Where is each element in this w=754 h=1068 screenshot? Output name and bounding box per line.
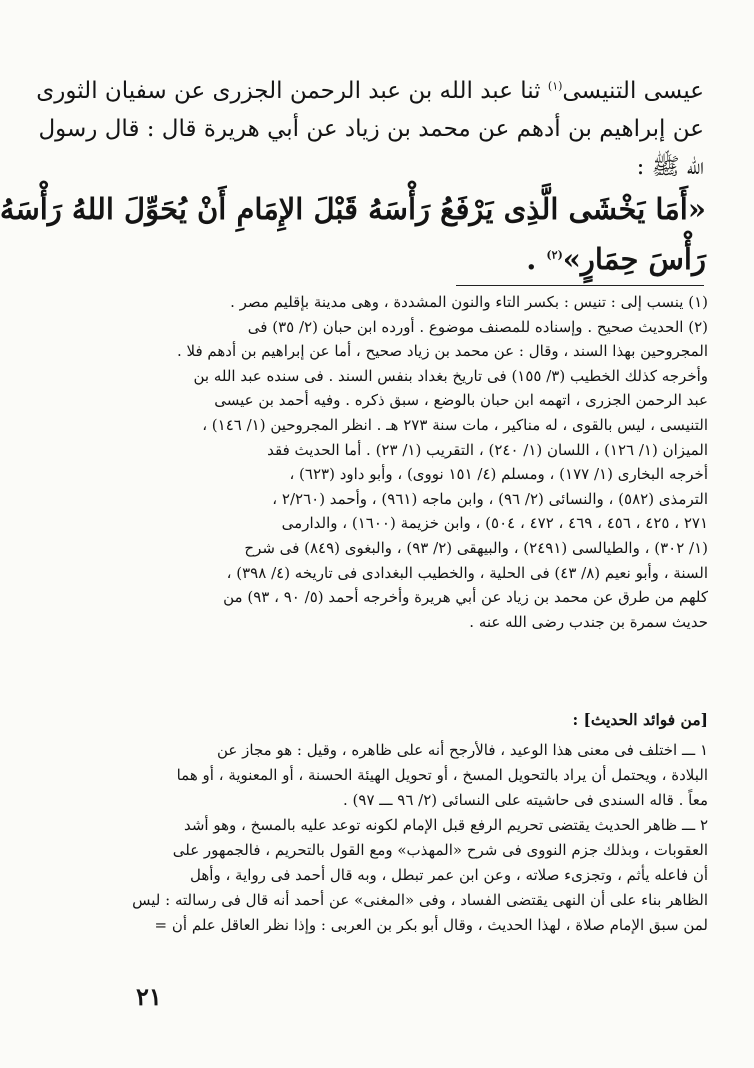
- footnote-line: وأخرجه كذلك الخطيب (٣/ ١٥٥) فى تاريخ بغداد بنفس السند . فى سنده عبد الله بن: [193, 366, 708, 385]
- isnad-line: [36, 72, 704, 110]
- benefit-line: العقوبات ، وبذلك جزم النووى فى شرح «المهذب» ومع القول بالتحريم ، فالجمهور على: [172, 841, 708, 859]
- isnad-line: الله ﷺ :: [636, 154, 704, 180]
- benefit-line: ٢ ـــ ظاهر الحديث يقتضى تحريم الرفع قبل الإمام لكونه توعد عليه بالمسخ ، وهو أشد: [183, 816, 708, 834]
- footnote-line: عبد الرحمن الجزرى ، اتهمه ابن حبان بالوضع ، سبق ذكره . وفيه أحمد بن عيسى: [214, 391, 708, 410]
- footnote-line: كلهم من طرق عن محمد بن زياد عن أبي هريرة وأخرجه أحمد (٥/ ٩٠ ، ٩٣) من: [223, 588, 708, 607]
- benefit-line: البلادة ، ويحتمل أن يراد بالتحويل المسخ ، أو تحويل الهيئة الحسنة ، أو المعنوية ، أو هما: [176, 766, 708, 784]
- footnote-separator: [456, 285, 704, 286]
- benefit-line: معاً . قاله السندى فى حاشيته على النسائى (٢/ ٩٦ ـــ ٩٧) .: [343, 791, 708, 809]
- benefit-line: أن فاعله يأثم ، وتجزىء صلاته ، وعن ابن عمر تبطل ، وبه قال أحمد فى رواية ، وأهل: [190, 866, 708, 884]
- hadith-line: [122, 234, 706, 284]
- benefits-heading: [من فوائد الحديث] :: [572, 710, 708, 729]
- footnotes: [122, 290, 708, 634]
- footnote-line: أخرجه البخارى (١/ ١٧٧) ، ومسلم (٤/ ١٥١ نووى) ، وأبو داود (٦٢٣) ،: [289, 465, 708, 484]
- footnote-line: ٢٧١ ، ٤٢٥ ، ٤٥٦ ، ٤٦٩ ، ٤٧٢ ، ٥٠٤) ، وابن خزيمة (١٦٠٠) ، والدارمى: [281, 514, 708, 533]
- footnote-line: (١/ ٣٠٢) ، والطيالسى (٢٤٩١) ، والبيهقى (٢/ ٩٣) ، والبغوى (٨٤٩) فى شرح: [244, 538, 708, 557]
- footnote-marker: (١): [547, 79, 563, 93]
- footnote-marker: (٢): [546, 248, 563, 262]
- isnad-narrator: عيسى التنيسى: [562, 78, 704, 104]
- hadith-text: [0, 184, 706, 284]
- page-number: ٢١: [136, 982, 162, 1011]
- footnote-line: السنة ، وأبو نعيم (٨/ ٤٣) فى الحلية ، والخطيب البغدادى فى تاريخه (٤/ ٣٩٨) ،: [226, 563, 708, 582]
- footnote-line: التنيسى ، ليس بالقوى ، له مناكير ، مات سنة ٢٧٣ هـ . انظر المجروحين (١/ ١٤٦) ،: [202, 415, 708, 434]
- benefit-line: لمن سبق الإمام صلاة ، لهذا الحديث ، وقال أبو بكر بن العربى : وإذا نظر العاقل علم أن =: [154, 916, 708, 934]
- footnote-line: الترمذى (٥٨٢) ، والنسائى (٢/ ٩٦) ، وابن ماجه (٩٦١) ، وأحمد (٢/٢٦٠ ،: [272, 489, 708, 508]
- footnote-line: حديث سمرة بن جندب رضى الله عنه .: [469, 612, 708, 631]
- footnote-line: (١) ينسب إلى : تنيس : بكسر التاء والنون المشددة ، وهى مدينة بإقليم مصر .: [230, 293, 708, 311]
- isnad-line: عن إبراهيم بن أدهم عن محمد بن زياد عن أبي هريرة قال : قال رسول: [38, 116, 704, 142]
- benefit-line: الظاهر بناء على أن النهى يقتضى الفساد ، وفى «المغنى» عن أحمد أنه قال فى رسالته : ليس: [132, 891, 708, 909]
- benefit-line: ١ ـــ اختلف فى معنى هذا الوعيد ، فالأرجح أنه على ظاهره ، وقيل : هو مجاز عن: [217, 741, 708, 759]
- hadith-line: «أَمَا يَخْشَى الَّذِى يَرْفَعُ رَأْسَهُ قَبْلَ الإِمَامِ أَنْ يُحَوِّلَ اللهُ رَأْسَهُ: [0, 192, 706, 226]
- hadith-period: .: [526, 242, 547, 276]
- isnad-text: [36, 72, 704, 186]
- footnote-line: الميزان (١/ ١٢٦) ، اللسان (١/ ٢٤٠) ، التقريب (١/ ٢٣) . أما الحديث فقد: [267, 440, 708, 459]
- benefits-text: [122, 738, 708, 938]
- footnote-line: (٢) الحديث صحيح . وإسناده للمصنف موضوع . أورده ابن حبان (٢/ ٣٥) فى: [247, 317, 708, 336]
- hadith-end: رَأْسَ حِمَارٍ»: [562, 242, 706, 276]
- isnad-continuation: ثنا عبد الله بن عبد الرحمن الجزرى عن سفيان الثورى: [36, 78, 548, 104]
- footnote-line: المجروحين بهذا السند ، وقال : عن محمد بن زياد صحيح ، أما عن إبراهيم بن أدهم فلا .: [176, 342, 708, 361]
